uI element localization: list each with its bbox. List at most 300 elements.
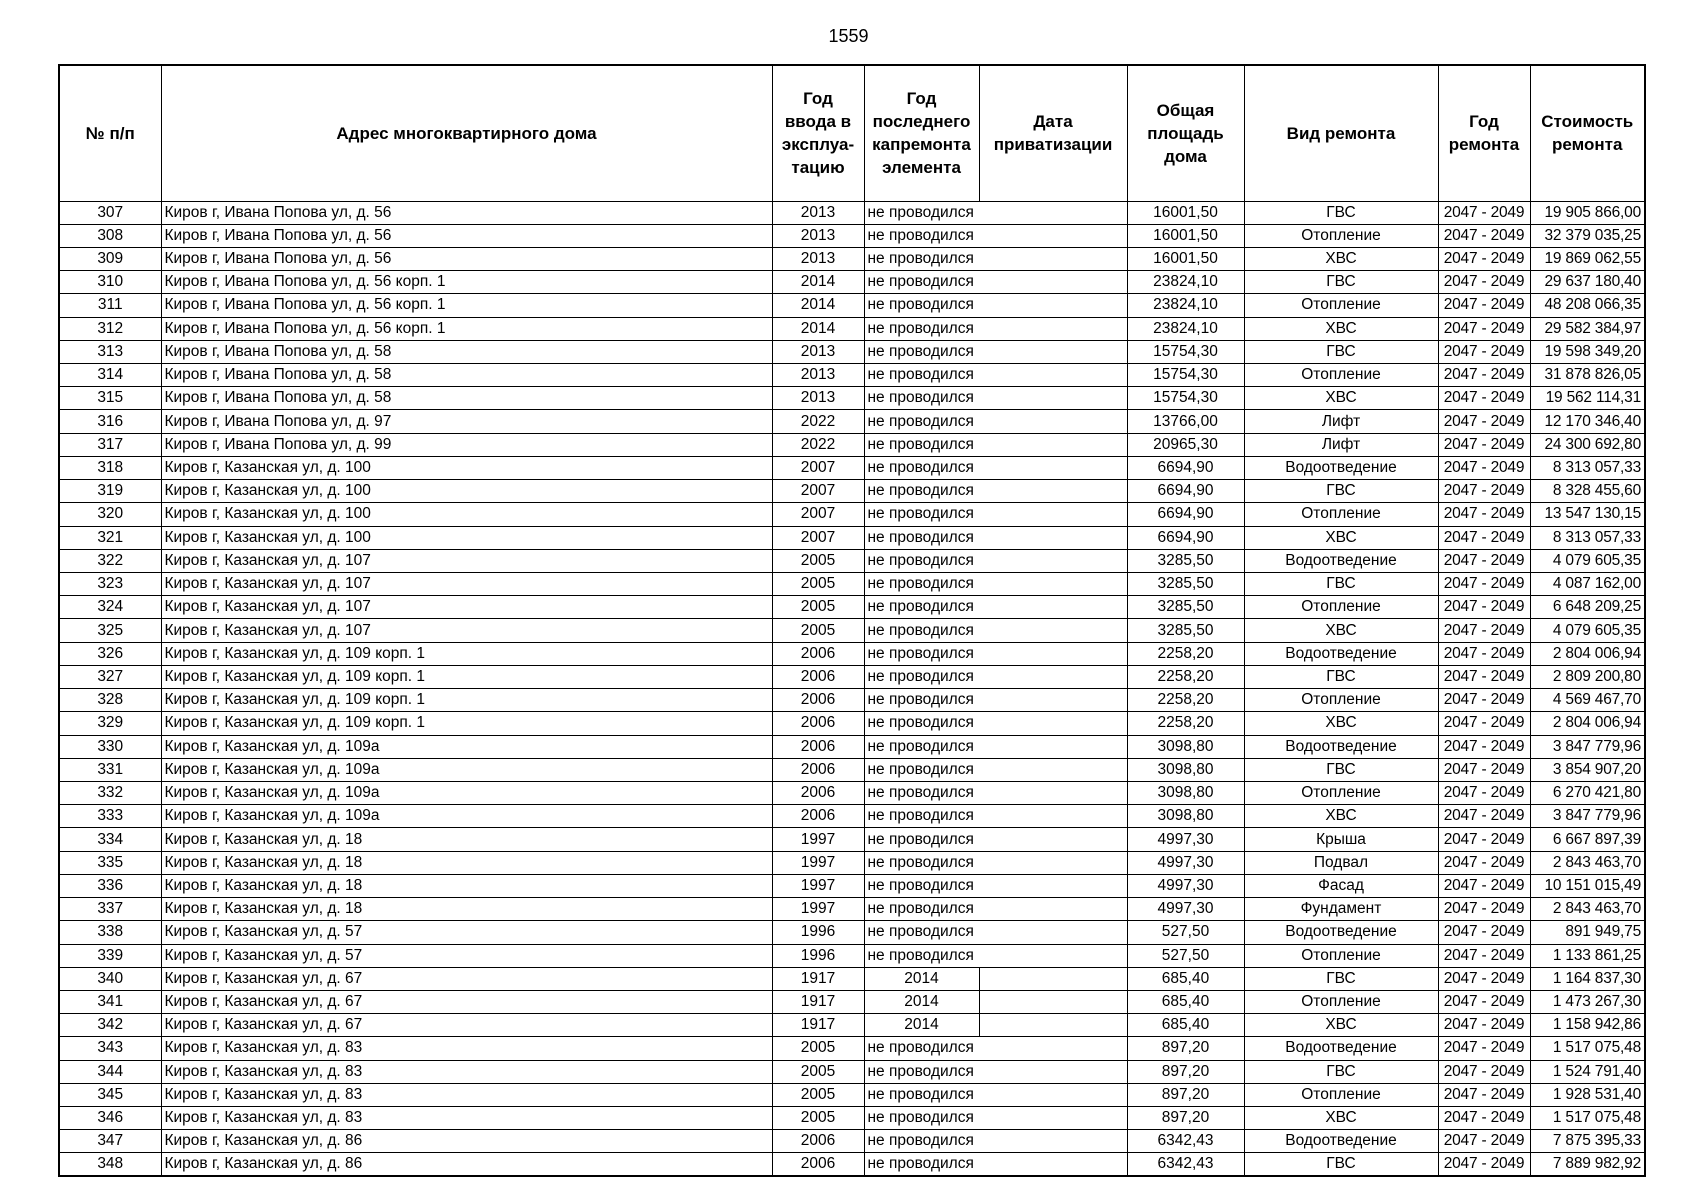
cell-year-commission: 1997 (772, 874, 864, 897)
cell-total-area: 4997,30 (1127, 851, 1244, 874)
cell-repair-year: 2047 - 2049 (1438, 549, 1530, 572)
table-row (59, 596, 1645, 619)
cell-privatization-date (979, 271, 1127, 294)
cell-repair-cost: 6 667 897,39 (1530, 828, 1645, 851)
cell-total-area: 4997,30 (1127, 898, 1244, 921)
cell-repair-year: 2047 - 2049 (1438, 1037, 1530, 1060)
cell-num: 345 (59, 1083, 161, 1106)
cell-privatization-date (979, 480, 1127, 503)
table-row (59, 828, 1645, 851)
cell-year-last-repair: не проводился (864, 828, 979, 851)
cell-repair-year: 2047 - 2049 (1438, 294, 1530, 317)
cell-year-last-repair: не проводился (864, 898, 979, 921)
cell-repair-year: 2047 - 2049 (1438, 503, 1530, 526)
cell-year-last-repair: не проводился (864, 1107, 979, 1130)
cell-repair-cost: 4 569 467,70 (1530, 689, 1645, 712)
cell-year-commission: 2005 (772, 549, 864, 572)
cell-repair-year: 2047 - 2049 (1438, 805, 1530, 828)
cell-repair-year: 2047 - 2049 (1438, 224, 1530, 247)
cell-address: Киров г, Казанская ул, д. 109а (161, 781, 772, 804)
table-row (59, 990, 1645, 1013)
table-row (59, 967, 1645, 990)
cell-year-commission: 2013 (772, 201, 864, 224)
cell-year-last-repair: 2014 (864, 990, 979, 1013)
header-address: Адрес многоквартирного дома (161, 65, 772, 201)
cell-address: Киров г, Казанская ул, д. 18 (161, 851, 772, 874)
header-row (59, 65, 1645, 201)
cell-year-commission: 2006 (772, 781, 864, 804)
cell-repair-type: ХВС (1244, 387, 1438, 410)
table-row (59, 1014, 1645, 1037)
cell-address: Киров г, Казанская ул, д. 100 (161, 480, 772, 503)
cell-privatization-date (979, 1060, 1127, 1083)
cell-total-area: 527,50 (1127, 944, 1244, 967)
cell-privatization-date (979, 944, 1127, 967)
cell-year-last-repair: не проводился (864, 247, 979, 270)
cell-repair-type: ХВС (1244, 1107, 1438, 1130)
cell-repair-type: ГВС (1244, 573, 1438, 596)
cell-repair-type: ХВС (1244, 712, 1438, 735)
cell-repair-cost: 8 313 057,33 (1530, 526, 1645, 549)
cell-privatization-date (979, 689, 1127, 712)
cell-repair-type: Водоотведение (1244, 1037, 1438, 1060)
cell-year-last-repair: не проводился (864, 340, 979, 363)
table-row (59, 364, 1645, 387)
cell-repair-year: 2047 - 2049 (1438, 1153, 1530, 1176)
cell-address: Киров г, Казанская ул, д. 109а (161, 758, 772, 781)
cell-total-area: 685,40 (1127, 967, 1244, 990)
cell-repair-cost: 48 208 066,35 (1530, 294, 1645, 317)
cell-num: 324 (59, 596, 161, 619)
cell-num: 314 (59, 364, 161, 387)
table-row (59, 898, 1645, 921)
cell-repair-cost: 29 637 180,40 (1530, 271, 1645, 294)
cell-repair-year: 2047 - 2049 (1438, 758, 1530, 781)
table-row (59, 271, 1645, 294)
cell-privatization-date (979, 851, 1127, 874)
header-year-commission: Год ввода в эксплуа-тацию (772, 65, 864, 201)
cell-address: Киров г, Ивана Попова ул, д. 58 (161, 364, 772, 387)
table-row (59, 874, 1645, 897)
table-body (59, 201, 1645, 1176)
cell-total-area: 23824,10 (1127, 317, 1244, 340)
cell-year-commission: 1996 (772, 944, 864, 967)
cell-total-area: 6342,43 (1127, 1130, 1244, 1153)
cell-num: 342 (59, 1014, 161, 1037)
cell-repair-cost: 19 562 114,31 (1530, 387, 1645, 410)
cell-address: Киров г, Казанская ул, д. 100 (161, 526, 772, 549)
cell-year-commission: 1997 (772, 851, 864, 874)
cell-repair-type: Отопление (1244, 689, 1438, 712)
cell-repair-year: 2047 - 2049 (1438, 387, 1530, 410)
cell-total-area: 23824,10 (1127, 294, 1244, 317)
cell-repair-cost: 4 087 162,00 (1530, 573, 1645, 596)
cell-address: Киров г, Казанская ул, д. 86 (161, 1130, 772, 1153)
table-row (59, 1130, 1645, 1153)
cell-address: Киров г, Казанская ул, д. 18 (161, 874, 772, 897)
table-row (59, 851, 1645, 874)
header-repair-type: Вид ремонта (1244, 65, 1438, 201)
cell-repair-type: Лифт (1244, 410, 1438, 433)
cell-year-commission: 2007 (772, 480, 864, 503)
cell-privatization-date (979, 874, 1127, 897)
header-num: № п/п (59, 65, 161, 201)
cell-year-commission: 1997 (772, 828, 864, 851)
table-row (59, 1153, 1645, 1176)
cell-year-commission: 2006 (772, 665, 864, 688)
cell-repair-type: ХВС (1244, 1014, 1438, 1037)
cell-year-commission: 2006 (772, 642, 864, 665)
cell-year-last-repair: не проводился (864, 781, 979, 804)
cell-privatization-date (979, 456, 1127, 479)
cell-repair-type: ХВС (1244, 317, 1438, 340)
cell-year-last-repair: 2014 (864, 967, 979, 990)
cell-year-last-repair: не проводился (864, 456, 979, 479)
cell-address: Киров г, Казанская ул, д. 100 (161, 503, 772, 526)
cell-repair-type: ГВС (1244, 665, 1438, 688)
cell-num: 341 (59, 990, 161, 1013)
cell-repair-type: ХВС (1244, 805, 1438, 828)
cell-privatization-date (979, 573, 1127, 596)
cell-repair-cost: 8 313 057,33 (1530, 456, 1645, 479)
cell-total-area: 3098,80 (1127, 735, 1244, 758)
cell-year-last-repair: не проводился (864, 526, 979, 549)
cell-num: 335 (59, 851, 161, 874)
cell-privatization-date (979, 758, 1127, 781)
cell-year-last-repair: не проводился (864, 619, 979, 642)
cell-repair-type: Отопление (1244, 503, 1438, 526)
cell-repair-year: 2047 - 2049 (1438, 1083, 1530, 1106)
cell-year-last-repair: не проводился (864, 573, 979, 596)
cell-repair-cost: 2 809 200,80 (1530, 665, 1645, 688)
cell-address: Киров г, Казанская ул, д. 109 корп. 1 (161, 689, 772, 712)
cell-repair-cost: 32 379 035,25 (1530, 224, 1645, 247)
page-number: 1559 (828, 26, 869, 46)
cell-repair-type: Водоотведение (1244, 921, 1438, 944)
cell-num: 346 (59, 1107, 161, 1130)
cell-repair-cost: 13 547 130,15 (1530, 503, 1645, 526)
cell-num: 340 (59, 967, 161, 990)
cell-address: Киров г, Казанская ул, д. 107 (161, 619, 772, 642)
cell-address: Киров г, Ивана Попова ул, д. 56 корп. 1 (161, 294, 772, 317)
cell-repair-cost: 19 869 062,55 (1530, 247, 1645, 270)
cell-privatization-date (979, 781, 1127, 804)
cell-year-commission: 2007 (772, 526, 864, 549)
cell-address: Киров г, Казанская ул, д. 18 (161, 828, 772, 851)
cell-year-last-repair: не проводился (864, 364, 979, 387)
cell-address: Киров г, Казанская ул, д. 107 (161, 573, 772, 596)
table-row (59, 294, 1645, 317)
table-row (59, 433, 1645, 456)
cell-address: Киров г, Ивана Попова ул, д. 56 корп. 1 (161, 271, 772, 294)
cell-year-commission: 2005 (772, 1060, 864, 1083)
cell-address: Киров г, Казанская ул, д. 86 (161, 1153, 772, 1176)
table-header (59, 65, 1645, 201)
cell-total-area: 2258,20 (1127, 689, 1244, 712)
cell-total-area: 3098,80 (1127, 758, 1244, 781)
cell-repair-type: Отопление (1244, 990, 1438, 1013)
cell-repair-cost: 6 270 421,80 (1530, 781, 1645, 804)
cell-repair-year: 2047 - 2049 (1438, 573, 1530, 596)
table-row (59, 1083, 1645, 1106)
cell-repair-year: 2047 - 2049 (1438, 201, 1530, 224)
cell-address: Киров г, Ивана Попова ул, д. 58 (161, 387, 772, 410)
table-row (59, 526, 1645, 549)
repair-schedule-table (58, 64, 1646, 1177)
cell-repair-cost: 1 158 942,86 (1530, 1014, 1645, 1037)
cell-repair-cost: 891 949,75 (1530, 921, 1645, 944)
cell-repair-cost: 19 598 349,20 (1530, 340, 1645, 363)
cell-address: Киров г, Ивана Попова ул, д. 58 (161, 340, 772, 363)
cell-privatization-date (979, 898, 1127, 921)
cell-privatization-date (979, 549, 1127, 572)
cell-privatization-date (979, 526, 1127, 549)
cell-repair-year: 2047 - 2049 (1438, 851, 1530, 874)
cell-total-area: 6342,43 (1127, 1153, 1244, 1176)
table-row (59, 224, 1645, 247)
cell-year-commission: 2006 (772, 758, 864, 781)
header-repair-year: Год ремонта (1438, 65, 1530, 201)
cell-repair-type: ХВС (1244, 619, 1438, 642)
cell-privatization-date (979, 1107, 1127, 1130)
table-row (59, 1107, 1645, 1130)
cell-repair-cost: 2 804 006,94 (1530, 712, 1645, 735)
cell-address: Киров г, Казанская ул, д. 83 (161, 1060, 772, 1083)
cell-address: Киров г, Казанская ул, д. 83 (161, 1107, 772, 1130)
cell-total-area: 20965,30 (1127, 433, 1244, 456)
cell-privatization-date (979, 387, 1127, 410)
cell-repair-year: 2047 - 2049 (1438, 526, 1530, 549)
cell-repair-type: Подвал (1244, 851, 1438, 874)
cell-repair-cost: 1 133 861,25 (1530, 944, 1645, 967)
cell-privatization-date (979, 596, 1127, 619)
cell-total-area: 2258,20 (1127, 642, 1244, 665)
cell-privatization-date (979, 364, 1127, 387)
cell-year-last-repair: не проводился (864, 1037, 979, 1060)
cell-year-commission: 2005 (772, 1037, 864, 1060)
cell-repair-type: Водоотведение (1244, 549, 1438, 572)
cell-repair-year: 2047 - 2049 (1438, 874, 1530, 897)
cell-repair-year: 2047 - 2049 (1438, 1060, 1530, 1083)
cell-year-last-repair: не проводился (864, 851, 979, 874)
cell-privatization-date (979, 805, 1127, 828)
cell-repair-type: ГВС (1244, 201, 1438, 224)
cell-repair-cost: 2 843 463,70 (1530, 851, 1645, 874)
cell-address: Киров г, Казанская ул, д. 67 (161, 990, 772, 1013)
cell-total-area: 4997,30 (1127, 874, 1244, 897)
table-row (59, 665, 1645, 688)
cell-year-last-repair: 2014 (864, 1014, 979, 1037)
cell-repair-type: Отопление (1244, 1083, 1438, 1106)
header-year-last-repair: Год последнего капремонта элемента (864, 65, 979, 201)
cell-year-last-repair: не проводился (864, 642, 979, 665)
cell-repair-year: 2047 - 2049 (1438, 364, 1530, 387)
cell-address: Киров г, Казанская ул, д. 67 (161, 1014, 772, 1037)
cell-year-last-repair: не проводился (864, 224, 979, 247)
cell-repair-year: 2047 - 2049 (1438, 596, 1530, 619)
cell-year-commission: 2005 (772, 619, 864, 642)
cell-repair-type: Лифт (1244, 433, 1438, 456)
cell-num: 315 (59, 387, 161, 410)
cell-year-last-repair: не проводился (864, 921, 979, 944)
cell-repair-cost: 3 847 779,96 (1530, 805, 1645, 828)
cell-year-last-repair: не проводился (864, 480, 979, 503)
cell-repair-cost: 4 079 605,35 (1530, 549, 1645, 572)
cell-repair-type: Крыша (1244, 828, 1438, 851)
cell-year-last-repair: не проводился (864, 758, 979, 781)
cell-privatization-date (979, 433, 1127, 456)
cell-privatization-date (979, 503, 1127, 526)
cell-year-last-repair: не проводился (864, 735, 979, 758)
table-row (59, 410, 1645, 433)
cell-repair-type: Отопление (1244, 364, 1438, 387)
cell-repair-cost: 1 517 075,48 (1530, 1107, 1645, 1130)
cell-privatization-date (979, 201, 1127, 224)
cell-year-last-repair: не проводился (864, 596, 979, 619)
cell-repair-type: ХВС (1244, 247, 1438, 270)
cell-total-area: 6694,90 (1127, 480, 1244, 503)
cell-num: 320 (59, 503, 161, 526)
cell-repair-year: 2047 - 2049 (1438, 967, 1530, 990)
cell-num: 332 (59, 781, 161, 804)
cell-total-area: 13766,00 (1127, 410, 1244, 433)
cell-address: Киров г, Ивана Попова ул, д. 56 (161, 224, 772, 247)
cell-year-commission: 2006 (772, 689, 864, 712)
cell-privatization-date (979, 735, 1127, 758)
cell-total-area: 15754,30 (1127, 340, 1244, 363)
cell-year-last-repair: не проводился (864, 1083, 979, 1106)
cell-privatization-date (979, 1014, 1127, 1037)
cell-repair-cost: 1 524 791,40 (1530, 1060, 1645, 1083)
cell-repair-year: 2047 - 2049 (1438, 735, 1530, 758)
cell-num: 330 (59, 735, 161, 758)
cell-repair-cost: 29 582 384,97 (1530, 317, 1645, 340)
cell-privatization-date (979, 665, 1127, 688)
cell-address: Киров г, Ивана Попова ул, д. 56 (161, 247, 772, 270)
cell-repair-type: Отопление (1244, 224, 1438, 247)
cell-repair-cost: 2 804 006,94 (1530, 642, 1645, 665)
table-row (59, 503, 1645, 526)
cell-repair-type: ГВС (1244, 1153, 1438, 1176)
cell-year-commission: 2014 (772, 294, 864, 317)
cell-address: Киров г, Казанская ул, д. 83 (161, 1037, 772, 1060)
cell-num: 333 (59, 805, 161, 828)
cell-year-last-repair: не проводился (864, 503, 979, 526)
cell-repair-type: Отопление (1244, 596, 1438, 619)
cell-year-commission: 2006 (772, 1153, 864, 1176)
table-row (59, 642, 1645, 665)
cell-privatization-date (979, 619, 1127, 642)
cell-year-commission: 2022 (772, 410, 864, 433)
cell-privatization-date (979, 990, 1127, 1013)
cell-year-last-repair: не проводился (864, 1130, 979, 1153)
cell-repair-type: ГВС (1244, 271, 1438, 294)
cell-privatization-date (979, 1083, 1127, 1106)
cell-num: 319 (59, 480, 161, 503)
header-privatization-date: Дата приватизации (979, 65, 1127, 201)
table-row (59, 1037, 1645, 1060)
cell-repair-type: ГВС (1244, 340, 1438, 363)
cell-address: Киров г, Казанская ул, д. 109а (161, 735, 772, 758)
cell-total-area: 3285,50 (1127, 596, 1244, 619)
cell-privatization-date (979, 224, 1127, 247)
cell-year-commission: 2013 (772, 224, 864, 247)
cell-year-commission: 2006 (772, 735, 864, 758)
cell-num: 338 (59, 921, 161, 944)
cell-repair-cost: 24 300 692,80 (1530, 433, 1645, 456)
cell-repair-year: 2047 - 2049 (1438, 944, 1530, 967)
cell-num: 326 (59, 642, 161, 665)
cell-total-area: 897,20 (1127, 1107, 1244, 1130)
cell-repair-type: Отопление (1244, 294, 1438, 317)
cell-address: Киров г, Казанская ул, д. 57 (161, 944, 772, 967)
cell-repair-type: Фундамент (1244, 898, 1438, 921)
cell-year-commission: 2014 (772, 271, 864, 294)
cell-total-area: 897,20 (1127, 1060, 1244, 1083)
cell-privatization-date (979, 294, 1127, 317)
cell-repair-type: Отопление (1244, 944, 1438, 967)
cell-num: 311 (59, 294, 161, 317)
cell-repair-year: 2047 - 2049 (1438, 921, 1530, 944)
cell-privatization-date (979, 642, 1127, 665)
cell-year-commission: 2006 (772, 712, 864, 735)
cell-address: Киров г, Казанская ул, д. 83 (161, 1083, 772, 1106)
cell-num: 331 (59, 758, 161, 781)
cell-address: Киров г, Ивана Попова ул, д. 56 корп. 1 (161, 317, 772, 340)
cell-year-last-repair: не проводился (864, 294, 979, 317)
cell-year-commission: 2005 (772, 596, 864, 619)
cell-total-area: 897,20 (1127, 1083, 1244, 1106)
cell-num: 336 (59, 874, 161, 897)
cell-total-area: 16001,50 (1127, 224, 1244, 247)
cell-num: 307 (59, 201, 161, 224)
cell-num: 316 (59, 410, 161, 433)
cell-repair-type: Водоотведение (1244, 1130, 1438, 1153)
cell-year-commission: 2005 (772, 573, 864, 596)
cell-year-commission: 2014 (772, 317, 864, 340)
cell-repair-year: 2047 - 2049 (1438, 480, 1530, 503)
cell-total-area: 16001,50 (1127, 247, 1244, 270)
cell-num: 339 (59, 944, 161, 967)
cell-num: 328 (59, 689, 161, 712)
cell-total-area: 15754,30 (1127, 364, 1244, 387)
table-row (59, 712, 1645, 735)
cell-year-commission: 2022 (772, 433, 864, 456)
cell-total-area: 3285,50 (1127, 619, 1244, 642)
cell-repair-year: 2047 - 2049 (1438, 828, 1530, 851)
cell-num: 334 (59, 828, 161, 851)
table-row (59, 619, 1645, 642)
cell-total-area: 3285,50 (1127, 573, 1244, 596)
cell-repair-year: 2047 - 2049 (1438, 781, 1530, 804)
cell-year-commission: 2013 (772, 247, 864, 270)
cell-repair-cost: 8 328 455,60 (1530, 480, 1645, 503)
cell-year-last-repair: не проводился (864, 944, 979, 967)
cell-address: Киров г, Ивана Попова ул, д. 56 (161, 201, 772, 224)
cell-repair-cost: 3 854 907,20 (1530, 758, 1645, 781)
cell-repair-year: 2047 - 2049 (1438, 990, 1530, 1013)
cell-repair-year: 2047 - 2049 (1438, 1107, 1530, 1130)
cell-year-last-repair: не проводился (864, 433, 979, 456)
cell-year-last-repair: не проводился (864, 317, 979, 340)
cell-repair-cost: 1 928 531,40 (1530, 1083, 1645, 1106)
cell-num: 322 (59, 549, 161, 572)
cell-address: Киров г, Казанская ул, д. 109а (161, 805, 772, 828)
table-row (59, 317, 1645, 340)
cell-num: 344 (59, 1060, 161, 1083)
cell-total-area: 3098,80 (1127, 781, 1244, 804)
cell-repair-cost: 12 170 346,40 (1530, 410, 1645, 433)
